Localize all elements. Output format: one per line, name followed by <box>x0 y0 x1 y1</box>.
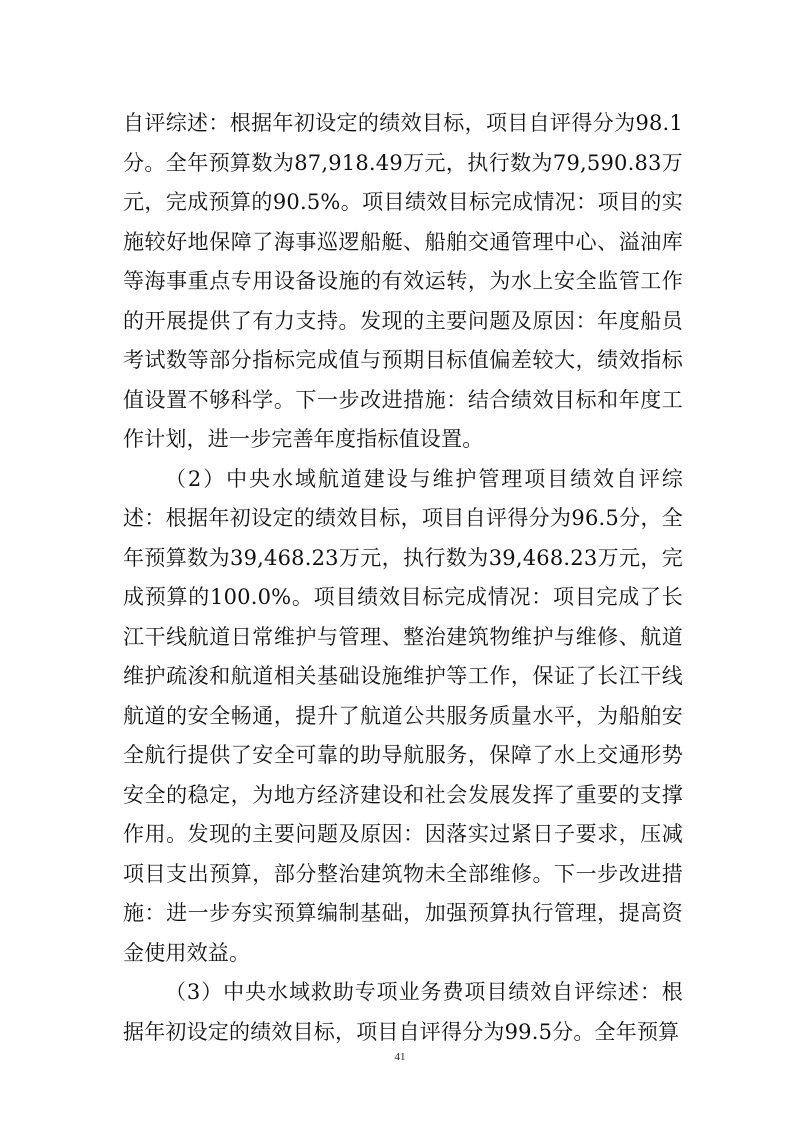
paragraph-waterway-summary: （2）中央水域航道建设与维护管理项目绩效自评综述：根据年初设定的绩效目标，项目自评得分为96.5分，全年预算数为39,468.23万元，执行数为39,468.23万元，完成预算的100.0%。项目绩效目标完成情况：项目完成了长江干线航道日常维护与管理、整治建筑物维护与维修、航道维护疏浚和航道相关基础设施维护等工作，保证了长江干线航道的安全畅通，提升了航道公共服务质量水平，为船舶安全航行提供了安全可靠的助导航服务，保障了水上交通形势安全的稳定，为地方经济建设和社会发展发挥了重要的支撑作用。发现的主要问题及原因：因落实过紧日子要求，压减项目支出预算，部分整治建筑物未全部维修。下一步改进措施：进一步夯实预算编制基础，加强预算执行管理，提高资金使用效益。 <box>123 466 683 965</box>
paragraph-rescue-summary: （3）中央水域救助专项业务费项目绩效自评综述：根据年初设定的绩效目标，项目自评得分为99.5分。全年预算 <box>123 980 683 1044</box>
paragraph-maritime-summary: 自评综述：根据年初设定的绩效目标，项目自评得分为98.1分。全年预算数为87,918.49万元，执行数为79,590.83万元，完成预算的90.5%。项目绩效目标完成情况：项目的实施较好地保障了海事巡逻船艇、船舶交通管理中心、溢油库等海事重点专用设备设施的有效运转，为水上安全监管工作的开展提供了有力支持。发现的主要问题及原因：年度船员考试数等部分指标完成值与预期目标值偏差较大，绩效指标值设置不够科学。下一步改进措施：结合绩效目标和年度工作计划，进一步完善年度指标值设置。 <box>123 111 683 451</box>
document-page-body <box>123 104 683 1052</box>
page-number: 41 <box>394 1051 406 1063</box>
